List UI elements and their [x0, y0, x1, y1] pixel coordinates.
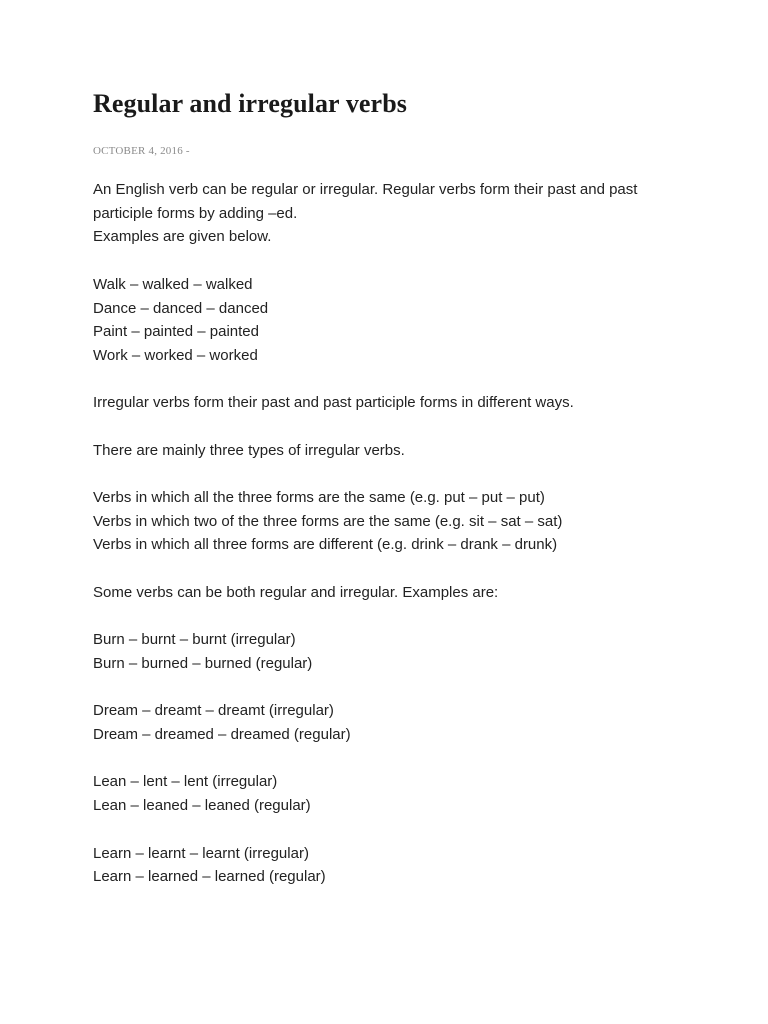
- paragraph-line: Some verbs can be both regular and irregular. Examples are:: [93, 583, 499, 601]
- paragraph: [93, 178, 693, 249]
- paragraph-line: Lean – leaned – leaned (regular): [93, 797, 311, 815]
- paragraph: [93, 628, 693, 675]
- paragraph-line: There are mainly three types of irregular verbs.: [93, 441, 405, 459]
- paragraph-line: Walk – walked – walked: [93, 275, 253, 293]
- paragraph-line: Burn – burned – burned (regular): [93, 654, 313, 672]
- paragraph: [93, 842, 693, 889]
- paragraph-line: Work – worked – worked: [93, 346, 258, 364]
- paragraph: [93, 699, 693, 746]
- article-date: OCTOBER 4, 2016 -: [93, 145, 190, 157]
- paragraph-line: Dream – dreamed – dreamed (regular): [93, 726, 351, 744]
- paragraph-line: Paint – painted – painted: [93, 323, 259, 341]
- paragraph: [93, 391, 693, 415]
- paragraph: [93, 439, 693, 463]
- paragraph-line: Dream – dreamt – dreamt (irregular): [93, 702, 334, 720]
- paragraph-line: Dance – danced – danced: [93, 299, 269, 317]
- paragraph: [93, 273, 693, 368]
- article-body: [93, 178, 693, 889]
- article: [93, 86, 693, 889]
- paragraph: [93, 486, 693, 557]
- paragraph-line: Learn – learned – learned (regular): [93, 868, 326, 886]
- paragraph-line: Lean – lent – lent (irregular): [93, 773, 278, 791]
- paragraph-line: Examples are given below.: [93, 228, 272, 246]
- paragraph-line: Verbs in which all the three forms are the same (e.g. put – put – put): [93, 489, 545, 507]
- paragraph-line: Verbs in which two of the three forms are the same (e.g. sit – sat – sat): [93, 512, 563, 530]
- article-title: Regular and irregular verbs: [93, 89, 407, 118]
- paragraph: [93, 770, 693, 817]
- paragraph-line: Verbs in which all three forms are different (e.g. drink – drank – drunk): [93, 536, 558, 554]
- paragraph-line: Irregular verbs form their past and past participle forms in different ways.: [93, 394, 574, 412]
- paragraph-line: Learn – learnt – learnt (irregular): [93, 844, 309, 862]
- paragraph-line: An English verb can be regular or irregular. Regular verbs form their past and past participle forms by adding –ed.: [93, 181, 638, 222]
- paragraph: [93, 581, 693, 605]
- paragraph-line: Burn – burnt – burnt (irregular): [93, 631, 296, 649]
